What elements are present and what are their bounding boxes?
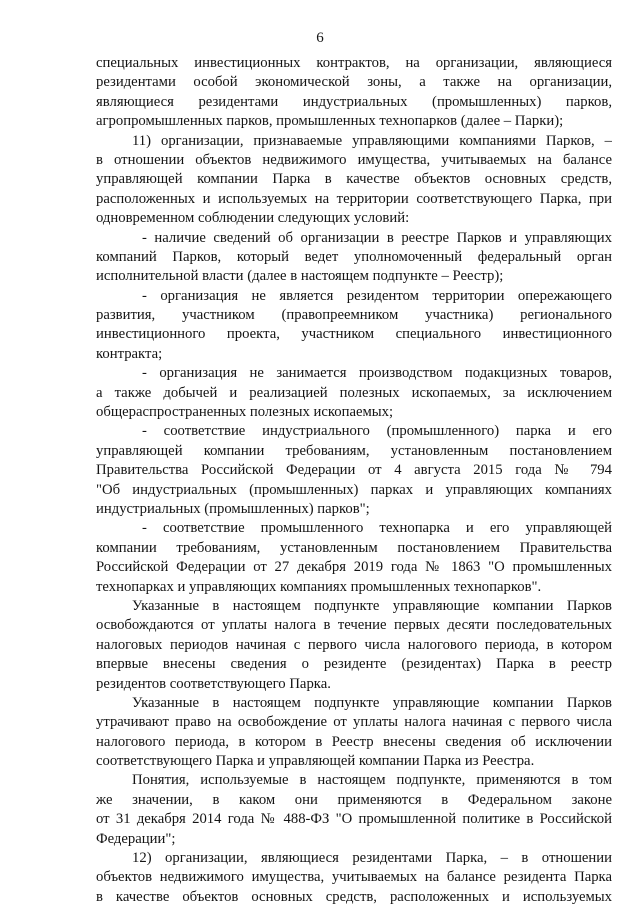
text-line: налоговых периодов начиная с первого числа налогового периода, в котором <box>96 636 612 653</box>
text-line: индустриальных (промышленных) парков"; <box>96 500 370 517</box>
text-line: общераспространенных полезных ископаемых; <box>96 404 394 421</box>
text-line: налогового периода, в котором в Реестр внесены сведения об исключении <box>96 733 612 750</box>
text-line: утрачивают право на освобождение от уплаты налога начиная с первого числа <box>96 714 612 731</box>
text-line: - соответствие промышленного технопарка и его управляющей <box>142 520 612 537</box>
text-line: объектов недвижимого имущества, учитываемых на балансе резидента Парка <box>96 869 612 886</box>
text-line: развития, участником (правопреемником участника) регионального <box>96 307 612 324</box>
text-line: 11) организации, признаваемые управляющими компаниями Парков, – <box>132 132 612 149</box>
text-line: управляющей компании Парка в качестве объектов основных средств, <box>96 171 612 188</box>
text-line: Понятия, используемые в настоящем подпункте, применяются в том <box>132 772 612 789</box>
text-line: управляющей компании требованиям, установленным постановлением <box>96 442 612 459</box>
text-line: исполнительной власти (далее в настоящем подпункте – Реестр); <box>96 268 504 285</box>
text-line: в отношении объектов недвижимого имущества, учитываемых на балансе <box>96 151 612 168</box>
document-body <box>96 54 612 907</box>
text-line: компаний Парков, который ведет уполномоченный федеральный орган <box>96 248 612 265</box>
text-line: являющиеся резидентами индустриальных (промышленных) парков, <box>96 93 612 110</box>
text-line: Федерации"; <box>96 830 176 847</box>
text-line: 12) организации, являющиеся резидентами Парка, – в отношении <box>132 850 612 867</box>
text-line: компании требованиям, установленным постановлением Правительства <box>96 539 612 556</box>
text-line: Правительства Российской Федерации от 4 августа 2015 года № 794 <box>96 462 612 479</box>
text-line: Российской Федерации от 27 декабря 2019 года № 1863 "О промышленных <box>96 559 612 576</box>
text-line: освобождаются от уплаты налога в течение первых десяти последовательных <box>96 617 612 634</box>
text-line: агропромышленных парков, промышленных технопарков (далее – Парки); <box>96 113 564 130</box>
text-line: резидентов соответствующего Парка. <box>96 675 331 692</box>
text-line: - организация не занимается производством подакцизных товаров, <box>142 365 612 382</box>
text-line: - организация не является резидентом территории опережающего <box>142 287 612 304</box>
text-line: - наличие сведений об организации в реестре Парков и управляющих <box>142 229 612 246</box>
text-line: технопарках и управляющих компаниях промышленных технопарков". <box>96 578 542 595</box>
text-line: а также добычей и реализацией полезных ископаемых, за исключением <box>96 384 612 401</box>
text-line: одновременном соблюдении следующих условий: <box>96 210 410 227</box>
text-line: в качестве объектов основных средств, расположенных и используемых <box>96 888 612 905</box>
text-line: от 31 декабря 2014 года № 488-ФЗ "О промышленной политике в Российской <box>96 811 612 828</box>
text-line: впервые внесены сведения о резиденте (резидентах) Парка в реестр <box>96 656 612 673</box>
text-line: Указанные в настоящем подпункте управляющие компании Парков <box>132 597 612 614</box>
text-line: расположенных и используемых на территории соответствующего Парка, при <box>96 190 612 207</box>
text-line: же значении, в каком они применяются в Федеральном законе <box>96 791 612 808</box>
text-line: контракта; <box>96 345 163 362</box>
text-line: соответствующего Парка и управляющей компании Парка из Реестра. <box>96 753 535 770</box>
text-line: специальных инвестиционных контрактов, на организации, являющиеся <box>96 55 612 71</box>
page-number: 6 <box>316 30 324 46</box>
text-line: "Об индустриальных (промышленных) парках и управляющих компаниях <box>96 481 612 498</box>
text-line: - соответствие индустриального (промышленного) парка и его <box>142 423 612 440</box>
text-line: резидентами особой экономической зоны, а также на организации, <box>96 74 612 91</box>
text-line: Указанные в настоящем подпункте управляющие компании Парков <box>132 694 612 711</box>
text-line: инвестиционного проекта, участником специального инвестиционного <box>96 326 612 343</box>
